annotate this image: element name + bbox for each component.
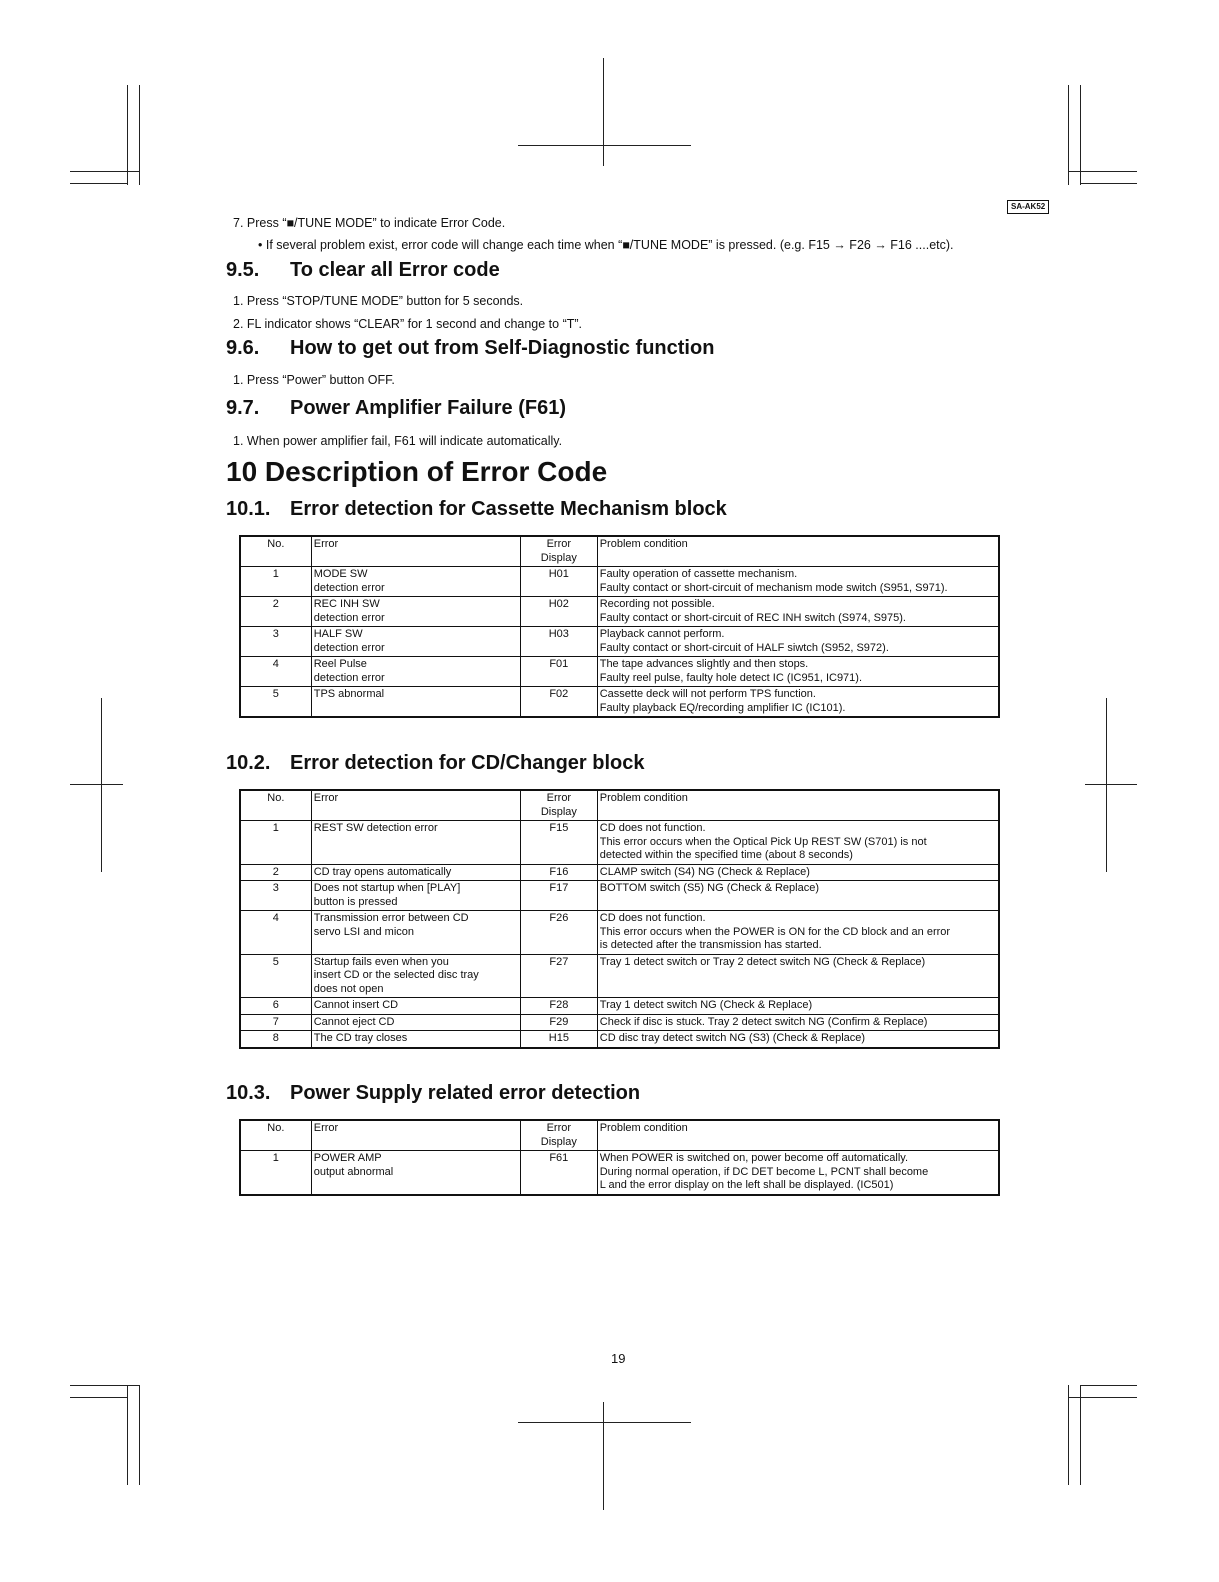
- row-problem: CD disc tray detect switch NG (S3) (Check & Replace): [597, 1031, 999, 1048]
- row-no: 7: [240, 1014, 311, 1031]
- row-no: 4: [240, 911, 311, 955]
- section-number: 10.3.: [226, 1082, 271, 1104]
- row-problem: The tape advances slightly and then stops. Faulty reel pulse, faulty hole detect IC (IC951, IC971).: [597, 657, 999, 687]
- row-problem: Recording not possible. Faulty contact or short-circuit of REC INH switch (S974, S975).: [597, 597, 999, 627]
- row-problem: CD does not function. This error occurs when the POWER is ON for the CD block and an error is detected after the transmission has started.: [597, 911, 999, 955]
- row-error: POWER AMP output abnormal: [311, 1151, 520, 1195]
- row-display: F27: [520, 954, 597, 998]
- header-problem: Problem condition: [597, 790, 999, 821]
- row-error: Cannot insert CD: [311, 998, 520, 1015]
- registration-mark: [518, 145, 691, 146]
- row-error: CD tray opens automatically: [311, 864, 520, 881]
- crop-mark: [1080, 1385, 1081, 1485]
- row-error: REC INH SW detection error: [311, 597, 520, 627]
- registration-mark: [101, 698, 102, 872]
- crop-mark: [139, 1385, 140, 1485]
- row-problem: Tray 1 detect switch or Tray 2 detect switch NG (Check & Replace): [597, 954, 999, 998]
- table-row: [240, 567, 999, 597]
- header-error: Error: [311, 790, 520, 821]
- row-problem: CD does not function. This error occurs when the Optical Pick Up REST SW (S701) is not detected within the specified time (about 8 seconds): [597, 821, 999, 865]
- registration-mark: [70, 784, 123, 785]
- crop-mark: [70, 1397, 128, 1398]
- row-no: 1: [240, 1151, 311, 1195]
- row-error: MODE SW detection error: [311, 567, 520, 597]
- row-display: H15: [520, 1031, 597, 1048]
- table-header-row: [240, 536, 999, 567]
- crop-mark: [1068, 85, 1069, 185]
- crop-mark: [1080, 183, 1137, 184]
- row-display: F26: [520, 911, 597, 955]
- step-1: 1. Press “STOP/TUNE MODE” button for 5 seconds.: [233, 294, 524, 308]
- section-title: How to get out from Self-Diagnostic function: [290, 337, 715, 359]
- table-row: [240, 881, 999, 911]
- step-7: 7. Press “■/TUNE MODE” to indicate Error Code.: [233, 216, 506, 230]
- step-1: 1. When power amplifier fail, F61 will indicate automatically.: [233, 434, 563, 448]
- row-display: F15: [520, 821, 597, 865]
- crop-mark: [139, 85, 140, 185]
- note-bullet: • If several problem exist, error code will change each time when “■/TUNE MODE” is pressed. (e.g. F15 → F26 → F16 ....etc).: [258, 238, 954, 252]
- row-error: REST SW detection error: [311, 821, 520, 865]
- section-title: Power Amplifier Failure (F61): [290, 397, 566, 419]
- page-number: 19: [611, 1351, 626, 1366]
- header-no: No.: [240, 790, 311, 821]
- section-number: 10.1.: [226, 498, 271, 520]
- row-problem: Playback cannot perform. Faulty contact or short-circuit of HALF siwtch (S952, S972).: [597, 627, 999, 657]
- section-title: Error detection for Cassette Mechanism block: [290, 498, 727, 520]
- cd-changer-error-table: [239, 789, 1000, 1049]
- row-display: H03: [520, 627, 597, 657]
- row-display: F02: [520, 687, 597, 718]
- table-row: [240, 954, 999, 998]
- row-problem: Cassette deck will not perform TPS function. Faulty playback EQ/recording amplifier IC (IC101).: [597, 687, 999, 718]
- table-row: [240, 911, 999, 955]
- row-no: 1: [240, 567, 311, 597]
- row-no: 6: [240, 998, 311, 1015]
- row-problem: CLAMP switch (S4) NG (Check & Replace): [597, 864, 999, 881]
- section-number: 9.6.: [226, 337, 260, 359]
- table-header-row: [240, 1120, 999, 1151]
- crop-mark: [127, 85, 128, 185]
- crop-mark: [1080, 85, 1081, 185]
- model-badge: SA-AK52: [1007, 200, 1049, 214]
- registration-mark: [603, 58, 604, 166]
- row-no: 3: [240, 627, 311, 657]
- row-display: H02: [520, 597, 597, 627]
- section-title: To clear all Error code: [290, 259, 500, 281]
- registration-mark: [603, 1402, 604, 1510]
- row-problem: Check if disc is stuck. Tray 2 detect switch NG (Confirm & Replace): [597, 1014, 999, 1031]
- table-row: [240, 657, 999, 687]
- registration-mark: [1085, 784, 1137, 785]
- registration-mark: [1106, 698, 1107, 872]
- row-error: Transmission error between CD servo LSI and micon: [311, 911, 520, 955]
- row-no: 8: [240, 1031, 311, 1048]
- table-row: [240, 998, 999, 1015]
- header-display: Error Display: [520, 1120, 597, 1151]
- row-no: 4: [240, 657, 311, 687]
- row-error: Startup fails even when you insert CD or the selected disc tray does not open: [311, 954, 520, 998]
- power-supply-error-table: [239, 1119, 1000, 1196]
- step-1: 1. Press “Power” button OFF.: [233, 373, 395, 387]
- row-error: TPS abnormal: [311, 687, 520, 718]
- cassette-error-table: [239, 535, 1000, 718]
- table-row: [240, 1014, 999, 1031]
- registration-mark: [518, 1422, 691, 1423]
- section-number: 10.2.: [226, 752, 271, 774]
- section-heading-10-1: [226, 498, 727, 521]
- table-row: [240, 864, 999, 881]
- crop-mark: [70, 171, 140, 172]
- row-no: 2: [240, 864, 311, 881]
- crop-mark: [127, 1385, 128, 1485]
- section-heading-9-5: [226, 259, 500, 282]
- row-display: F17: [520, 881, 597, 911]
- header-error: Error: [311, 1120, 520, 1151]
- row-no: 5: [240, 954, 311, 998]
- header-error: Error: [311, 536, 520, 567]
- section-title: Error detection for CD/Changer block: [290, 752, 645, 774]
- section-heading-9-7: [226, 397, 566, 420]
- section-title: Power Supply related error detection: [290, 1082, 641, 1104]
- row-display: F61: [520, 1151, 597, 1195]
- table-row: [240, 1031, 999, 1048]
- row-problem: Tray 1 detect switch NG (Check & Replace): [597, 998, 999, 1015]
- section-heading-9-6: [226, 337, 714, 360]
- header-display: Error Display: [520, 790, 597, 821]
- row-display: F29: [520, 1014, 597, 1031]
- header-problem: Problem condition: [597, 536, 999, 567]
- row-problem: BOTTOM switch (S5) NG (Check & Replace): [597, 881, 999, 911]
- crop-mark: [70, 183, 128, 184]
- section-heading-10-3: [226, 1082, 640, 1105]
- table-row: [240, 821, 999, 865]
- row-display: H01: [520, 567, 597, 597]
- row-error: HALF SW detection error: [311, 627, 520, 657]
- table-row: [240, 627, 999, 657]
- section-number: 9.7.: [226, 397, 260, 419]
- header-problem: Problem condition: [597, 1120, 999, 1151]
- crop-mark: [70, 1385, 140, 1386]
- header-no: No.: [240, 1120, 311, 1151]
- row-problem: Faulty operation of cassette mechanism. Faulty contact or short-circuit of mechanism mode switch (S951, S971).: [597, 567, 999, 597]
- row-no: 3: [240, 881, 311, 911]
- section-number: 9.5.: [226, 259, 260, 281]
- row-display: F28: [520, 998, 597, 1015]
- table-header-row: [240, 790, 999, 821]
- table-row: [240, 1151, 999, 1195]
- row-error: The CD tray closes: [311, 1031, 520, 1048]
- header-display: Error Display: [520, 536, 597, 567]
- row-error: Reel Pulse detection error: [311, 657, 520, 687]
- table-row: [240, 597, 999, 627]
- crop-mark: [1068, 1385, 1069, 1485]
- crop-mark: [1068, 1397, 1137, 1398]
- row-no: 2: [240, 597, 311, 627]
- table-row: [240, 687, 999, 718]
- chapter-title: 10 Description of Error Code: [226, 456, 608, 487]
- section-heading-10-2: [226, 752, 645, 775]
- row-problem: When POWER is switched on, power become off automatically. During normal operation, if DC DET become L, PCNT shall become L and the error display on the left shall be displayed. (IC501): [597, 1151, 999, 1195]
- step-2: 2. FL indicator shows “CLEAR” for 1 second and change to “T”.: [233, 317, 583, 331]
- crop-mark: [1068, 171, 1137, 172]
- row-no: 5: [240, 687, 311, 718]
- crop-mark: [1080, 1385, 1137, 1386]
- row-error: Does not startup when [PLAY] button is pressed: [311, 881, 520, 911]
- row-error: Cannot eject CD: [311, 1014, 520, 1031]
- row-no: 1: [240, 821, 311, 865]
- row-display: F16: [520, 864, 597, 881]
- header-no: No.: [240, 536, 311, 567]
- row-display: F01: [520, 657, 597, 687]
